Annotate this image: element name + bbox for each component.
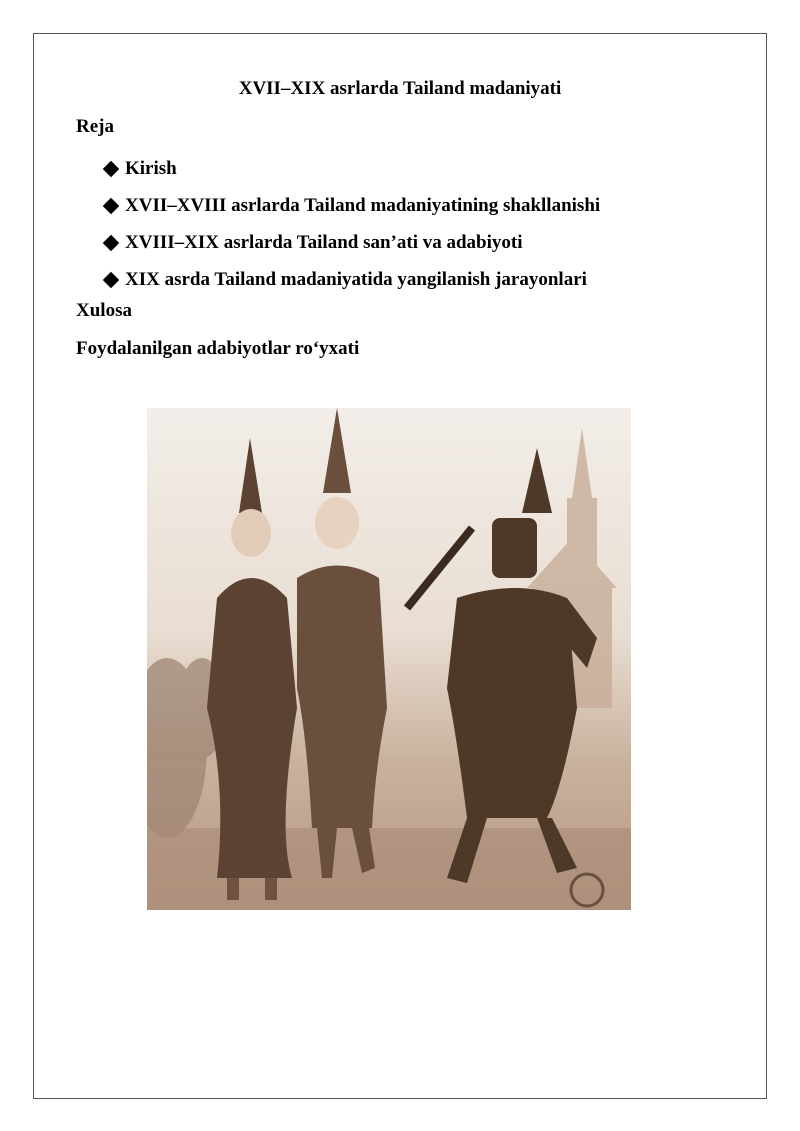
thai-dancers-photo — [147, 408, 631, 910]
references-heading: Foydalanilgan adabiyotlar ro‘yxati — [76, 338, 360, 359]
thai-dancers-illustration — [147, 408, 631, 910]
plan-item — [104, 150, 600, 187]
plan-item — [104, 187, 600, 224]
plan-item — [104, 261, 600, 298]
conclusion-heading: Xulosa — [76, 300, 132, 321]
plan-item-label: Kirish — [125, 157, 177, 179]
plan-item — [104, 224, 600, 261]
diamond-bullet-icon — [104, 199, 118, 213]
diamond-bullet-icon — [104, 236, 118, 250]
plan-item-label: XVII–XVIII asrlarda Tailand madaniyatining shakllanishi — [125, 194, 601, 216]
diamond-bullet-icon — [104, 162, 118, 176]
diamond-bullet-icon — [104, 273, 118, 287]
plan-heading: Reja — [76, 116, 114, 137]
plan-list — [104, 150, 600, 298]
plan-item-label: XVIII–XIX asrlarda Tailand san’ati va adabiyoti — [125, 231, 523, 253]
document-title: XVII–XIX asrlarda Tailand madaniyati — [238, 78, 562, 99]
plan-item-label: XIX asrda Tailand madaniyatida yangilanish jarayonlari — [125, 268, 587, 290]
